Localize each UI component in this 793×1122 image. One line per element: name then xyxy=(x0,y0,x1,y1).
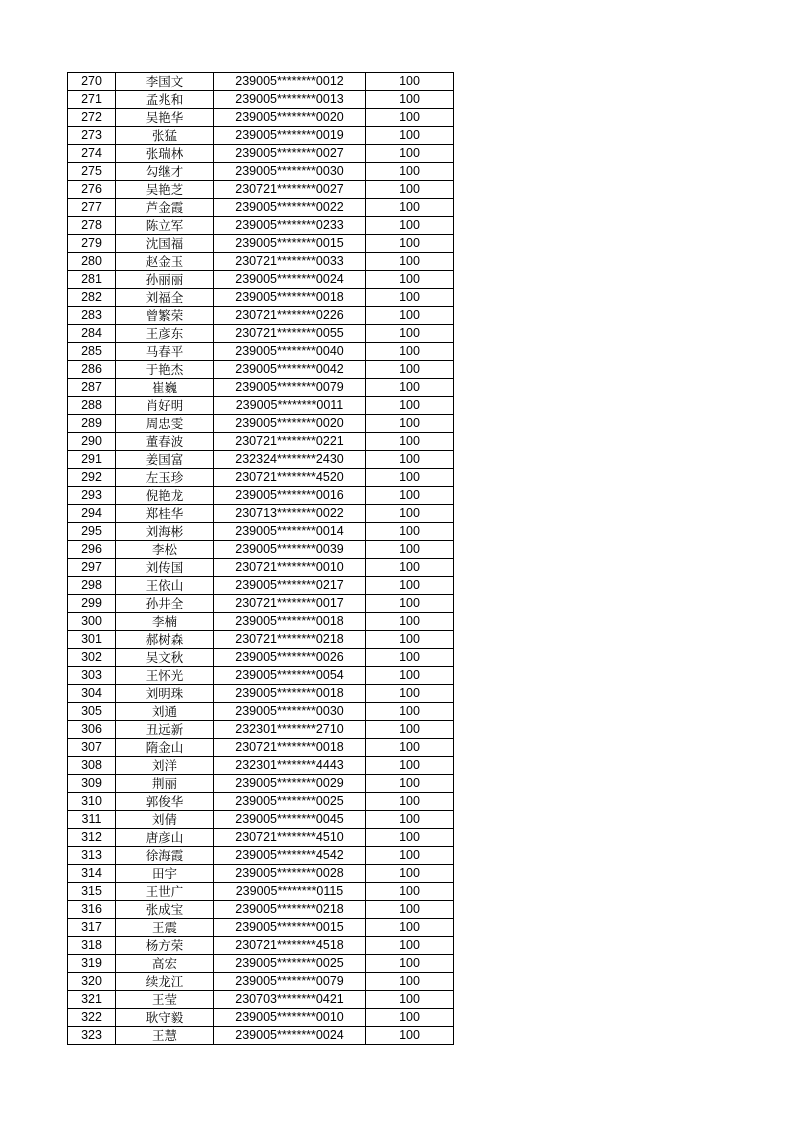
name-cell: 李松 xyxy=(116,541,214,559)
row-number-cell: 288 xyxy=(68,397,116,415)
name-cell: 高宏 xyxy=(116,955,214,973)
table-row xyxy=(68,811,454,829)
amount-cell: 100 xyxy=(366,235,454,253)
table-row xyxy=(68,127,454,145)
name-cell: 于艳杰 xyxy=(116,361,214,379)
name-cell: 孙丽丽 xyxy=(116,271,214,289)
id-number-cell: 239005********0025 xyxy=(214,955,366,973)
amount-cell: 100 xyxy=(366,847,454,865)
table-row xyxy=(68,325,454,343)
table-row xyxy=(68,829,454,847)
row-number-cell: 272 xyxy=(68,109,116,127)
amount-cell: 100 xyxy=(366,775,454,793)
table-row xyxy=(68,955,454,973)
row-number-cell: 320 xyxy=(68,973,116,991)
amount-cell: 100 xyxy=(366,163,454,181)
table-row xyxy=(68,181,454,199)
amount-cell: 100 xyxy=(366,721,454,739)
amount-cell: 100 xyxy=(366,73,454,91)
id-number-cell: 239005********0012 xyxy=(214,73,366,91)
name-cell: 孙井全 xyxy=(116,595,214,613)
name-cell: 王莹 xyxy=(116,991,214,1009)
table-row xyxy=(68,883,454,901)
id-number-cell: 239005********0020 xyxy=(214,415,366,433)
id-number-cell: 239005********0018 xyxy=(214,289,366,307)
amount-cell: 100 xyxy=(366,199,454,217)
name-cell: 王震 xyxy=(116,919,214,937)
table-row xyxy=(68,307,454,325)
table-row xyxy=(68,451,454,469)
id-number-cell: 239005********0079 xyxy=(214,379,366,397)
amount-cell: 100 xyxy=(366,505,454,523)
id-number-cell: 239005********0024 xyxy=(214,271,366,289)
row-number-cell: 322 xyxy=(68,1009,116,1027)
table-row xyxy=(68,199,454,217)
table-row xyxy=(68,793,454,811)
table-row xyxy=(68,667,454,685)
name-cell: 王依山 xyxy=(116,577,214,595)
amount-cell: 100 xyxy=(366,343,454,361)
id-number-cell: 239005********0022 xyxy=(214,199,366,217)
table-row xyxy=(68,685,454,703)
id-number-cell: 230721********0010 xyxy=(214,559,366,577)
amount-cell: 100 xyxy=(366,901,454,919)
amount-cell: 100 xyxy=(366,973,454,991)
id-number-cell: 239005********0079 xyxy=(214,973,366,991)
row-number-cell: 309 xyxy=(68,775,116,793)
name-cell: 王怀光 xyxy=(116,667,214,685)
id-number-cell: 230721********0027 xyxy=(214,181,366,199)
id-number-cell: 232324********2430 xyxy=(214,451,366,469)
row-number-cell: 323 xyxy=(68,1027,116,1045)
id-number-cell: 239005********0011 xyxy=(214,397,366,415)
amount-cell: 100 xyxy=(366,451,454,469)
id-number-cell: 239005********0015 xyxy=(214,235,366,253)
name-cell: 刘通 xyxy=(116,703,214,721)
row-number-cell: 307 xyxy=(68,739,116,757)
id-number-cell: 239005********0054 xyxy=(214,667,366,685)
amount-cell: 100 xyxy=(366,271,454,289)
row-number-cell: 312 xyxy=(68,829,116,847)
table-row xyxy=(68,235,454,253)
row-number-cell: 315 xyxy=(68,883,116,901)
table-row xyxy=(68,541,454,559)
table-row xyxy=(68,595,454,613)
table-row xyxy=(68,343,454,361)
name-cell: 唐彦山 xyxy=(116,829,214,847)
table-row xyxy=(68,739,454,757)
row-number-cell: 303 xyxy=(68,667,116,685)
table-row xyxy=(68,937,454,955)
amount-cell: 100 xyxy=(366,541,454,559)
row-number-cell: 284 xyxy=(68,325,116,343)
id-number-cell: 230721********4520 xyxy=(214,469,366,487)
amount-cell: 100 xyxy=(366,379,454,397)
row-number-cell: 295 xyxy=(68,523,116,541)
amount-cell: 100 xyxy=(366,469,454,487)
name-cell: 杨方荣 xyxy=(116,937,214,955)
amount-cell: 100 xyxy=(366,127,454,145)
amount-cell: 100 xyxy=(366,361,454,379)
row-number-cell: 300 xyxy=(68,613,116,631)
id-number-cell: 230721********0221 xyxy=(214,433,366,451)
table-row xyxy=(68,577,454,595)
name-cell: 曾繁荣 xyxy=(116,307,214,325)
amount-cell: 100 xyxy=(366,145,454,163)
row-number-cell: 313 xyxy=(68,847,116,865)
row-number-cell: 290 xyxy=(68,433,116,451)
table-row xyxy=(68,271,454,289)
id-number-cell: 239005********0024 xyxy=(214,1027,366,1045)
table-row xyxy=(68,775,454,793)
id-number-cell: 230721********0055 xyxy=(214,325,366,343)
table-row xyxy=(68,1027,454,1045)
name-cell: 赵金玉 xyxy=(116,253,214,271)
amount-cell: 100 xyxy=(366,685,454,703)
row-number-cell: 281 xyxy=(68,271,116,289)
id-number-cell: 239005********0217 xyxy=(214,577,366,595)
amount-cell: 100 xyxy=(366,793,454,811)
amount-cell: 100 xyxy=(366,955,454,973)
name-cell: 张猛 xyxy=(116,127,214,145)
amount-cell: 100 xyxy=(366,289,454,307)
id-number-cell: 239005********0015 xyxy=(214,919,366,937)
row-number-cell: 314 xyxy=(68,865,116,883)
amount-cell: 100 xyxy=(366,433,454,451)
name-cell: 刘洋 xyxy=(116,757,214,775)
amount-cell: 100 xyxy=(366,811,454,829)
name-cell: 姜国富 xyxy=(116,451,214,469)
amount-cell: 100 xyxy=(366,829,454,847)
id-number-cell: 232301********4443 xyxy=(214,757,366,775)
id-number-cell: 239005********0027 xyxy=(214,145,366,163)
name-cell: 李楠 xyxy=(116,613,214,631)
name-cell: 勾继才 xyxy=(116,163,214,181)
table-row xyxy=(68,865,454,883)
id-number-cell: 239005********0218 xyxy=(214,901,366,919)
row-number-cell: 278 xyxy=(68,217,116,235)
table-row xyxy=(68,703,454,721)
name-cell: 董春波 xyxy=(116,433,214,451)
amount-cell: 100 xyxy=(366,631,454,649)
amount-cell: 100 xyxy=(366,559,454,577)
name-cell: 刘海彬 xyxy=(116,523,214,541)
row-number-cell: 301 xyxy=(68,631,116,649)
amount-cell: 100 xyxy=(366,91,454,109)
id-number-cell: 239005********0233 xyxy=(214,217,366,235)
row-number-cell: 276 xyxy=(68,181,116,199)
row-number-cell: 285 xyxy=(68,343,116,361)
id-number-cell: 230721********0218 xyxy=(214,631,366,649)
table-row xyxy=(68,559,454,577)
amount-cell: 100 xyxy=(366,757,454,775)
row-number-cell: 316 xyxy=(68,901,116,919)
name-cell: 肖好明 xyxy=(116,397,214,415)
id-number-cell: 239005********0026 xyxy=(214,649,366,667)
row-number-cell: 277 xyxy=(68,199,116,217)
amount-cell: 100 xyxy=(366,217,454,235)
row-number-cell: 292 xyxy=(68,469,116,487)
row-number-cell: 293 xyxy=(68,487,116,505)
table-row xyxy=(68,109,454,127)
name-cell: 刘福全 xyxy=(116,289,214,307)
name-cell: 隋金山 xyxy=(116,739,214,757)
amount-cell: 100 xyxy=(366,1027,454,1045)
name-cell: 王彦东 xyxy=(116,325,214,343)
id-number-cell: 239005********0115 xyxy=(214,883,366,901)
name-cell: 崔巍 xyxy=(116,379,214,397)
amount-cell: 100 xyxy=(366,919,454,937)
table-row xyxy=(68,649,454,667)
row-number-cell: 297 xyxy=(68,559,116,577)
amount-cell: 100 xyxy=(366,523,454,541)
amount-cell: 100 xyxy=(366,703,454,721)
row-number-cell: 273 xyxy=(68,127,116,145)
table-row xyxy=(68,847,454,865)
amount-cell: 100 xyxy=(366,595,454,613)
name-cell: 李国文 xyxy=(116,73,214,91)
name-cell: 张瑞林 xyxy=(116,145,214,163)
row-number-cell: 289 xyxy=(68,415,116,433)
row-number-cell: 298 xyxy=(68,577,116,595)
table-row xyxy=(68,757,454,775)
name-cell: 倪艳龙 xyxy=(116,487,214,505)
name-cell: 芦金霞 xyxy=(116,199,214,217)
row-number-cell: 286 xyxy=(68,361,116,379)
id-number-cell: 239005********0014 xyxy=(214,523,366,541)
table-row xyxy=(68,163,454,181)
roster-table-body xyxy=(68,73,454,1045)
name-cell: 徐海霞 xyxy=(116,847,214,865)
name-cell: 郑桂华 xyxy=(116,505,214,523)
name-cell: 续龙江 xyxy=(116,973,214,991)
table-row xyxy=(68,991,454,1009)
name-cell: 吴艳芝 xyxy=(116,181,214,199)
id-number-cell: 239005********0042 xyxy=(214,361,366,379)
name-cell: 刘传国 xyxy=(116,559,214,577)
table-row xyxy=(68,73,454,91)
name-cell: 马春平 xyxy=(116,343,214,361)
row-number-cell: 299 xyxy=(68,595,116,613)
amount-cell: 100 xyxy=(366,739,454,757)
name-cell: 陈立军 xyxy=(116,217,214,235)
table-row xyxy=(68,721,454,739)
row-number-cell: 275 xyxy=(68,163,116,181)
id-number-cell: 239005********0020 xyxy=(214,109,366,127)
name-cell: 刘倩 xyxy=(116,811,214,829)
row-number-cell: 311 xyxy=(68,811,116,829)
row-number-cell: 282 xyxy=(68,289,116,307)
name-cell: 吴文秋 xyxy=(116,649,214,667)
id-number-cell: 239005********0018 xyxy=(214,685,366,703)
name-cell: 田宇 xyxy=(116,865,214,883)
table-row xyxy=(68,1009,454,1027)
name-cell: 耿守毅 xyxy=(116,1009,214,1027)
id-number-cell: 239005********0045 xyxy=(214,811,366,829)
id-number-cell: 230703********0421 xyxy=(214,991,366,1009)
name-cell: 荆丽 xyxy=(116,775,214,793)
amount-cell: 100 xyxy=(366,991,454,1009)
amount-cell: 100 xyxy=(366,613,454,631)
name-cell: 王世广 xyxy=(116,883,214,901)
row-number-cell: 287 xyxy=(68,379,116,397)
row-number-cell: 306 xyxy=(68,721,116,739)
id-number-cell: 239005********0029 xyxy=(214,775,366,793)
row-number-cell: 305 xyxy=(68,703,116,721)
id-number-cell: 239005********0028 xyxy=(214,865,366,883)
table-row xyxy=(68,289,454,307)
amount-cell: 100 xyxy=(366,1009,454,1027)
table-row xyxy=(68,973,454,991)
table-row xyxy=(68,397,454,415)
id-number-cell: 239005********0039 xyxy=(214,541,366,559)
amount-cell: 100 xyxy=(366,667,454,685)
id-number-cell: 230713********0022 xyxy=(214,505,366,523)
id-number-cell: 239005********0030 xyxy=(214,703,366,721)
amount-cell: 100 xyxy=(366,397,454,415)
table-row xyxy=(68,523,454,541)
id-number-cell: 230721********0017 xyxy=(214,595,366,613)
table-row xyxy=(68,487,454,505)
row-number-cell: 302 xyxy=(68,649,116,667)
row-number-cell: 304 xyxy=(68,685,116,703)
table-row xyxy=(68,901,454,919)
id-number-cell: 239005********0016 xyxy=(214,487,366,505)
amount-cell: 100 xyxy=(366,109,454,127)
amount-cell: 100 xyxy=(366,577,454,595)
amount-cell: 100 xyxy=(366,937,454,955)
row-number-cell: 279 xyxy=(68,235,116,253)
row-number-cell: 310 xyxy=(68,793,116,811)
name-cell: 王慧 xyxy=(116,1027,214,1045)
name-cell: 周忠雯 xyxy=(116,415,214,433)
table-row xyxy=(68,415,454,433)
row-number-cell: 318 xyxy=(68,937,116,955)
table-row xyxy=(68,361,454,379)
id-number-cell: 230721********4510 xyxy=(214,829,366,847)
table-row xyxy=(68,217,454,235)
name-cell: 左玉珍 xyxy=(116,469,214,487)
id-number-cell: 239005********0010 xyxy=(214,1009,366,1027)
id-number-cell: 239005********0040 xyxy=(214,343,366,361)
table-row xyxy=(68,613,454,631)
id-number-cell: 230721********4518 xyxy=(214,937,366,955)
table-row xyxy=(68,91,454,109)
id-number-cell: 239005********0019 xyxy=(214,127,366,145)
name-cell: 郝树森 xyxy=(116,631,214,649)
table-row xyxy=(68,919,454,937)
table-row xyxy=(68,253,454,271)
table-row xyxy=(68,379,454,397)
amount-cell: 100 xyxy=(366,415,454,433)
id-number-cell: 239005********0018 xyxy=(214,613,366,631)
id-number-cell: 232301********2710 xyxy=(214,721,366,739)
table-row xyxy=(68,433,454,451)
table-row xyxy=(68,145,454,163)
id-number-cell: 230721********0033 xyxy=(214,253,366,271)
amount-cell: 100 xyxy=(366,181,454,199)
row-number-cell: 319 xyxy=(68,955,116,973)
name-cell: 沈国福 xyxy=(116,235,214,253)
row-number-cell: 274 xyxy=(68,145,116,163)
row-number-cell: 291 xyxy=(68,451,116,469)
row-number-cell: 280 xyxy=(68,253,116,271)
row-number-cell: 270 xyxy=(68,73,116,91)
amount-cell: 100 xyxy=(366,325,454,343)
roster-table xyxy=(67,72,454,1045)
id-number-cell: 239005********0030 xyxy=(214,163,366,181)
amount-cell: 100 xyxy=(366,649,454,667)
name-cell: 刘明珠 xyxy=(116,685,214,703)
row-number-cell: 283 xyxy=(68,307,116,325)
name-cell: 郭俊华 xyxy=(116,793,214,811)
row-number-cell: 294 xyxy=(68,505,116,523)
row-number-cell: 296 xyxy=(68,541,116,559)
name-cell: 吴艳华 xyxy=(116,109,214,127)
id-number-cell: 230721********0018 xyxy=(214,739,366,757)
row-number-cell: 317 xyxy=(68,919,116,937)
name-cell: 丑远新 xyxy=(116,721,214,739)
table-row xyxy=(68,469,454,487)
amount-cell: 100 xyxy=(366,253,454,271)
id-number-cell: 239005********0025 xyxy=(214,793,366,811)
amount-cell: 100 xyxy=(366,307,454,325)
amount-cell: 100 xyxy=(366,865,454,883)
table-row xyxy=(68,505,454,523)
row-number-cell: 321 xyxy=(68,991,116,1009)
id-number-cell: 230721********0226 xyxy=(214,307,366,325)
id-number-cell: 239005********4542 xyxy=(214,847,366,865)
name-cell: 张成宝 xyxy=(116,901,214,919)
table-row xyxy=(68,631,454,649)
name-cell: 孟兆和 xyxy=(116,91,214,109)
amount-cell: 100 xyxy=(366,487,454,505)
id-number-cell: 239005********0013 xyxy=(214,91,366,109)
row-number-cell: 308 xyxy=(68,757,116,775)
row-number-cell: 271 xyxy=(68,91,116,109)
amount-cell: 100 xyxy=(366,883,454,901)
